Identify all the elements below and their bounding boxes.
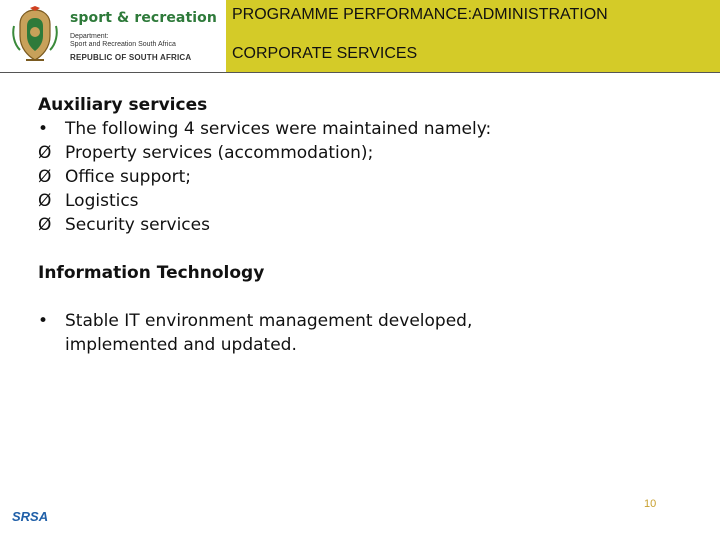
list-item-text: Office support; (65, 167, 192, 187)
brand-department-line: Department: (70, 33, 109, 40)
title-band (226, 0, 720, 72)
coat-of-arms-icon (8, 6, 62, 64)
arrow-bullet-marker: Ø (38, 215, 52, 235)
bullet-marker: • (38, 119, 49, 139)
list-item-text: The following 4 services were maintained namely: (65, 119, 492, 139)
arrow-bullet-marker: Ø (38, 191, 52, 211)
list-item-text (65, 309, 698, 357)
list-item (38, 165, 698, 189)
list-item-line: implemented and updated. (65, 335, 297, 355)
bullet-marker: • (38, 311, 49, 331)
it-heading: Information Technology (38, 263, 265, 283)
list-item (38, 309, 698, 357)
auxiliary-heading: Auxiliary services (38, 95, 208, 115)
spacer (38, 237, 698, 261)
list-item (38, 117, 698, 141)
list-item (38, 141, 698, 165)
list-item-line: Stable IT environment management developed, (65, 311, 473, 331)
brand-country: REPUBLIC OF SOUTH AFRICA (70, 53, 192, 62)
footer-label: SRSA (12, 509, 49, 524)
brand-name: sport & recreation (70, 10, 217, 26)
brand-department-line: Sport and Recreation South Africa (70, 41, 176, 48)
arrow-bullet-marker: Ø (38, 167, 52, 187)
slide-body (38, 93, 698, 357)
list-item (38, 189, 698, 213)
list-item-text: Property services (accommodation); (65, 143, 374, 163)
slide-subtitle: CORPORATE SERVICES (232, 45, 418, 62)
list-item-text: Logistics (65, 191, 139, 211)
list-item (38, 213, 698, 237)
header-divider (0, 72, 720, 73)
page-number: 10 (644, 498, 657, 510)
slide-title: PROGRAMME PERFORMANCE:ADMINISTRATION (232, 6, 608, 23)
arrow-bullet-marker: Ø (38, 143, 52, 163)
logo-area (0, 0, 226, 72)
slide-header (0, 0, 720, 72)
list-item-text: Security services (65, 215, 210, 235)
spacer (38, 285, 698, 309)
brand-department (70, 33, 176, 49)
